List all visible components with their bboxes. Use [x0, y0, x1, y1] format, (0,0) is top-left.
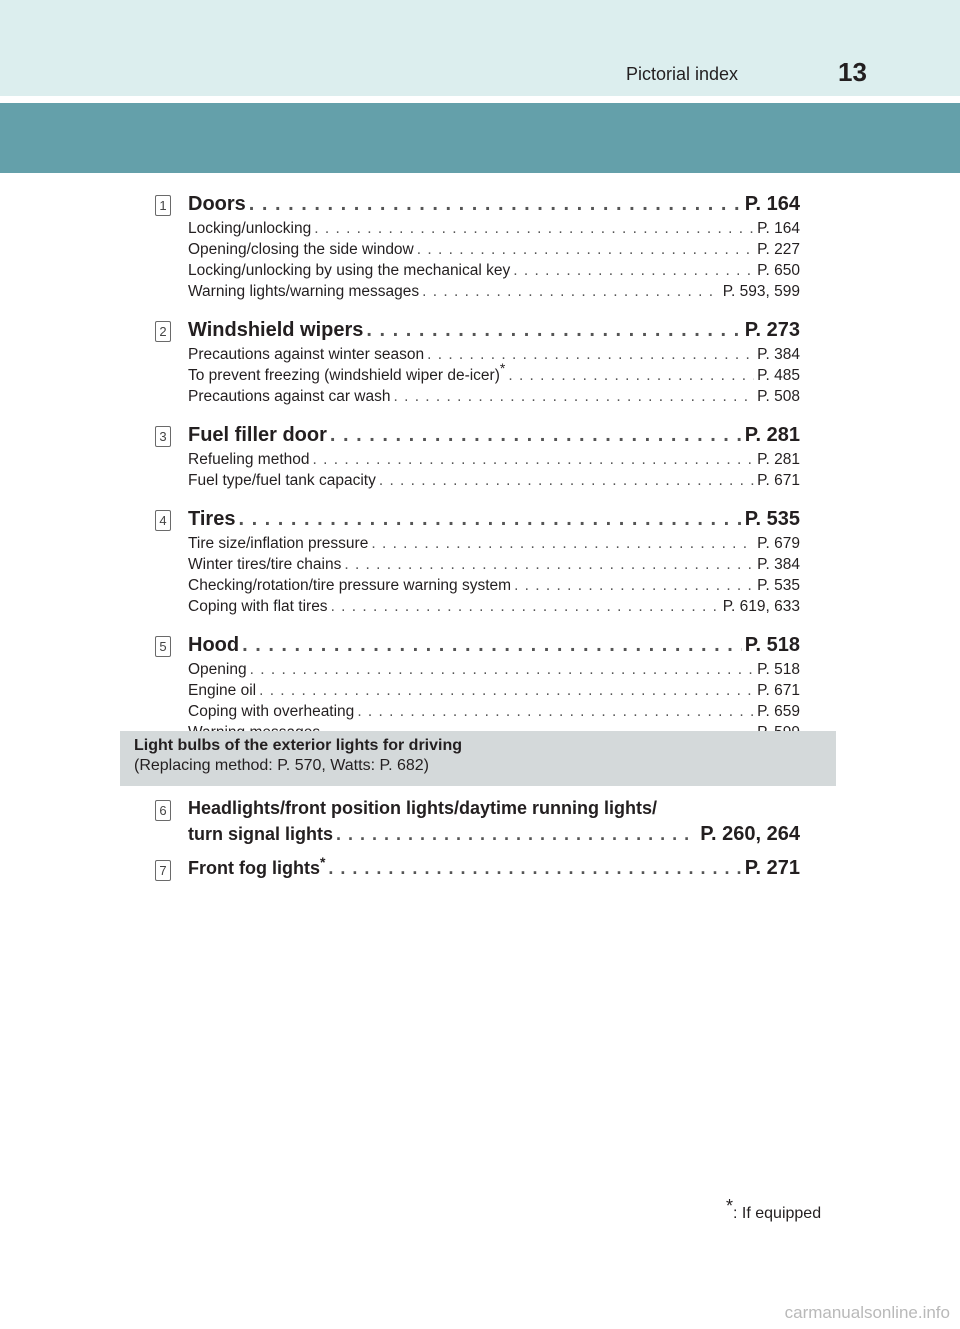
index-entry-main[interactable]: [188, 190, 800, 218]
entry-label-text: To prevent freezing (windshield wiper de-icer): [188, 367, 500, 384]
index-entry-sub[interactable]: [188, 449, 800, 470]
leader-dots: [250, 659, 755, 680]
entry-label: Doors: [188, 193, 246, 215]
page-reference[interactable]: P. 227: [757, 241, 800, 258]
index-section-windshield-wipers: [155, 316, 800, 407]
index-entry-sub[interactable]: [188, 680, 800, 701]
leader-dots: [514, 575, 754, 596]
entry-label: Checking/rotation/tire pressure warning system: [188, 577, 512, 594]
leader-dots: [242, 631, 742, 659]
page-reference[interactable]: P. 271: [744, 857, 800, 879]
section-number-badge: 4: [155, 510, 171, 531]
leader-dots: [313, 449, 755, 470]
page-reference[interactable]: P. 281: [757, 451, 800, 468]
page-reference[interactable]: P. 164: [757, 220, 800, 237]
entry-label: Coping with overheating: [188, 703, 355, 720]
footnote: [726, 1196, 822, 1223]
leader-dots: [393, 386, 754, 407]
entry-label: [188, 855, 325, 881]
page-reference[interactable]: P. 260, 264: [700, 823, 800, 845]
section-number-badge: 3: [155, 426, 171, 447]
watermark: carmanualsonline.info: [784, 1303, 950, 1322]
page-reference[interactable]: P. 650: [757, 262, 800, 279]
leader-dots: [259, 680, 754, 701]
info-bar-title: Light bulbs of the exterior lights for driving: [134, 737, 462, 754]
leader-dots: [314, 218, 754, 239]
section-number-badge: 5: [155, 636, 171, 657]
entry-label: Precautions against winter season: [188, 346, 425, 363]
leader-dots: [330, 421, 742, 449]
leader-dots: [249, 190, 742, 218]
entry-label: Opening/closing the side window: [188, 241, 414, 258]
page-reference[interactable]: P. 535: [757, 577, 800, 594]
page-reference[interactable]: P. 535: [744, 508, 800, 530]
page-reference[interactable]: P. 671: [757, 682, 800, 699]
entry-label: Locking/unlocking: [188, 220, 312, 237]
entry-label: Precautions against car wash: [188, 388, 391, 405]
leader-dots: [417, 239, 754, 260]
leader-dots: [328, 855, 741, 881]
index-entry-main[interactable]: [188, 855, 800, 881]
index-entry-sub[interactable]: [188, 281, 800, 302]
section-number-badge: 1: [155, 195, 171, 216]
index-entry-sub[interactable]: [188, 260, 800, 281]
entry-label: Warning lights/warning messages: [188, 283, 420, 300]
index-entry-main[interactable]: [188, 505, 800, 533]
entry-label: Tire size/inflation pressure: [188, 535, 369, 552]
page-reference[interactable]: P. 508: [757, 388, 800, 405]
entry-label: Fuel filler door: [188, 424, 327, 446]
leader-dots: [508, 365, 754, 386]
footnote-asterisk: *: [726, 1196, 734, 1216]
index-entry-sub[interactable]: [188, 554, 800, 575]
light-sections: [155, 795, 800, 895]
entry-label: Coping with flat tires: [188, 598, 328, 615]
index-entry-sub[interactable]: [188, 470, 800, 491]
index-entry-sub[interactable]: [188, 659, 800, 680]
page-reference[interactable]: P. 485: [757, 367, 800, 384]
entry-label: turn signal lights: [188, 824, 334, 844]
header-band: [0, 0, 960, 96]
entry-label: Engine oil: [188, 682, 257, 699]
page-reference[interactable]: P. 593, 599: [722, 283, 800, 300]
index-entry-sub[interactable]: [188, 360, 800, 386]
leader-dots: [344, 554, 754, 575]
page-reference[interactable]: P. 384: [757, 556, 800, 573]
leader-dots: [427, 344, 754, 365]
index-section-front-fog-lights: [155, 855, 800, 881]
light-bulbs-info-bar: [120, 731, 836, 786]
page-reference[interactable]: P. 273: [744, 319, 800, 341]
entry-label: Fuel type/fuel tank capacity: [188, 472, 376, 489]
page-reference[interactable]: P. 671: [757, 472, 800, 489]
footnote-text: : If equipped: [733, 1205, 822, 1222]
leader-dots: [422, 281, 720, 302]
header-title: Pictorial index: [626, 64, 739, 84]
leader-dots: [371, 533, 754, 554]
section-number-badge: 7: [155, 860, 171, 881]
index-entry-sub[interactable]: [188, 533, 800, 554]
entry-label: Winter tires/tire chains: [188, 556, 342, 573]
page-reference[interactable]: P. 619, 633: [722, 598, 800, 615]
page-reference[interactable]: P. 518: [744, 634, 800, 656]
info-bar-subtitle: (Replacing method: P. 570, Watts: P. 682): [134, 757, 429, 774]
leader-dots: [357, 701, 754, 722]
index-entry-sub[interactable]: [188, 344, 800, 365]
page-reference[interactable]: P. 164: [744, 193, 800, 215]
index-section-tires: [155, 505, 800, 617]
index-entry-main[interactable]: [188, 421, 800, 449]
leader-dots: [331, 596, 720, 617]
if-equipped-asterisk: *: [499, 360, 506, 376]
leader-dots: [379, 470, 754, 491]
index-entry-sub[interactable]: [188, 239, 800, 260]
entry-label: Locking/unlocking by using the mechanical key: [188, 262, 511, 279]
page-reference[interactable]: P. 659: [757, 703, 800, 720]
index-section-doors: [155, 190, 800, 302]
leader-dots: [513, 260, 754, 281]
entry-label: Hood: [188, 634, 240, 656]
index-section-headlights: [155, 795, 800, 847]
leader-dots: [238, 505, 741, 533]
page-reference[interactable]: P. 679: [757, 535, 800, 552]
if-equipped-asterisk: *: [319, 854, 326, 870]
index-entry-main[interactable]: [188, 631, 800, 659]
page-reference[interactable]: P. 384: [757, 346, 800, 363]
entry-label: Refueling method: [188, 451, 310, 468]
index-entry-main[interactable]: [188, 316, 800, 344]
section-number-badge: 6: [155, 800, 171, 821]
index-section-hood: [155, 631, 800, 743]
index-sections: [155, 190, 800, 757]
index-entry-main-line1: [188, 795, 800, 821]
page-number: 13: [838, 57, 867, 87]
entry-label-line1: Headlights/front position lights/daytime running lights/: [188, 798, 657, 818]
index-section-fuel-filler-door: [155, 421, 800, 491]
leader-dots: [336, 821, 697, 847]
index-entry-sub[interactable]: [188, 575, 800, 596]
index-entry-sub[interactable]: [188, 701, 800, 722]
entry-label: Tires: [188, 508, 236, 530]
leader-dots: [366, 316, 741, 344]
entry-label: Opening: [188, 661, 247, 678]
index-entry-sub[interactable]: [188, 386, 800, 407]
index-entry-sub[interactable]: [188, 218, 800, 239]
entry-label: Windshield wipers: [188, 319, 364, 341]
page-reference[interactable]: P. 518: [757, 661, 800, 678]
index-entry-main[interactable]: [188, 821, 800, 847]
section-number-badge: 2: [155, 321, 171, 342]
header-color-band: [0, 103, 960, 173]
index-entry-sub[interactable]: [188, 596, 800, 617]
page-reference[interactable]: P. 281: [744, 424, 800, 446]
entry-label-text: Front fog lights: [188, 858, 320, 878]
entry-label: [188, 360, 506, 386]
